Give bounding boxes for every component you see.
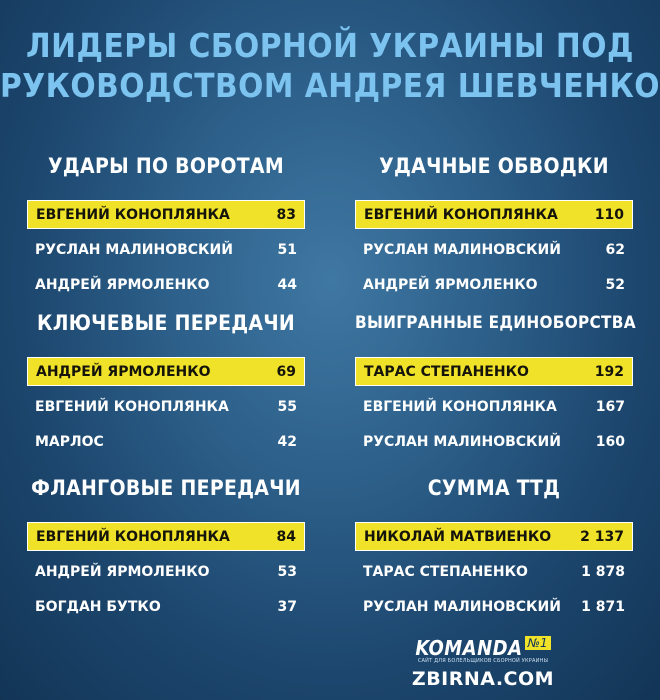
section-key-passes xyxy=(27,303,305,456)
player-name: ТАРАС СТЕПАНЕНКО xyxy=(363,563,528,580)
section-title: СУММА ТТД xyxy=(427,476,561,500)
stat-value: 51 xyxy=(277,241,297,258)
section-duels-won xyxy=(355,303,636,456)
logo-tagline: САЙТ ДЛЯ БОЛЕЛЬЩИКОВ СБОРНОЙ УКРАИНЫ xyxy=(417,658,549,664)
logo-brand-text: KOMANDA xyxy=(415,636,523,660)
stat-value: 160 xyxy=(595,433,625,450)
stat-row xyxy=(355,235,633,264)
player-name: РУСЛАН МАЛИНОВСКИЙ xyxy=(363,433,561,450)
player-name: РУСЛАН МАЛИНОВСКИЙ xyxy=(363,598,561,615)
section-title: КЛЮЧЕВЫЕ ПЕРЕДАЧИ xyxy=(36,311,296,335)
stat-row-leader xyxy=(355,522,633,551)
player-name: ЕВГЕНИЙ КОНОПЛЯНКА xyxy=(363,398,557,415)
logo-badge: №1 xyxy=(525,636,551,650)
section-title: ФЛАНГОВЫЕ ПЕРЕДАЧИ xyxy=(31,476,301,500)
stat-row xyxy=(355,592,633,621)
stat-value: 110 xyxy=(594,206,624,223)
stat-row xyxy=(355,427,633,456)
stat-row xyxy=(355,557,633,586)
stat-row-leader xyxy=(27,357,305,386)
stat-value: 44 xyxy=(277,276,297,293)
site-logo xyxy=(398,636,568,690)
section-successful-dribbles xyxy=(355,146,633,299)
player-name: БОГДАН БУТКО xyxy=(35,598,161,615)
stat-row xyxy=(27,270,305,299)
stat-row-leader xyxy=(355,200,633,229)
stat-row-leader xyxy=(355,357,633,386)
player-name: АНДРЕЙ ЯРМОЛЕНКО xyxy=(36,363,211,380)
section-ttd-total xyxy=(355,468,633,621)
stat-value: 167 xyxy=(595,398,625,415)
stat-value: 84 xyxy=(276,528,296,545)
stat-value: 62 xyxy=(605,241,625,258)
stat-value: 42 xyxy=(277,433,297,450)
section-title: ВЫИГРАННЫЕ ЕДИНОБОРСТВА xyxy=(355,313,636,333)
player-name: ЕВГЕНИЙ КОНОПЛЯНКА xyxy=(35,398,229,415)
stat-value: 52 xyxy=(605,276,625,293)
site-url: ZBIRNA.COM xyxy=(411,668,555,690)
player-name: МАРЛОС xyxy=(35,433,104,450)
stat-row xyxy=(355,392,633,421)
player-name: ЕВГЕНИЙ КОНОПЛЯНКА xyxy=(364,206,558,223)
stat-value: 192 xyxy=(594,363,624,380)
section-crosses xyxy=(27,468,305,621)
page-title xyxy=(0,26,660,106)
stat-row-leader xyxy=(27,200,305,229)
stat-row xyxy=(355,270,633,299)
stat-value: 2 137 xyxy=(580,528,624,545)
title-line-1: ЛИДЕРЫ СБОРНОЙ УКРАИНЫ ПОД xyxy=(26,26,634,65)
title-line-2: РУКОВОДСТВОМ АНДРЕЯ ШЕВЧЕНКО xyxy=(0,66,660,105)
player-name: ТАРАС СТЕПАНЕНКО xyxy=(364,363,529,380)
player-name: АНДРЕЙ ЯРМОЛЕНКО xyxy=(35,563,210,580)
section-title: УДАЧНЫЕ ОБВОДКИ xyxy=(379,154,609,178)
stat-value: 69 xyxy=(276,363,296,380)
stat-value: 83 xyxy=(276,206,296,223)
stat-row xyxy=(27,427,305,456)
player-name: НИКОЛАЙ МАТВИЕНКО xyxy=(364,528,552,545)
logo-brand xyxy=(398,636,568,660)
player-name: РУСЛАН МАЛИНОВСКИЙ xyxy=(35,241,233,258)
stat-row xyxy=(27,557,305,586)
player-name: ЕВГЕНИЙ КОНОПЛЯНКА xyxy=(36,528,230,545)
player-name: АНДРЕЙ ЯРМОЛЕНКО xyxy=(363,276,538,293)
stat-value: 37 xyxy=(277,598,297,615)
section-title: УДАРЫ ПО ВОРОТАМ xyxy=(48,154,284,178)
stat-row xyxy=(27,392,305,421)
player-name: РУСЛАН МАЛИНОВСКИЙ xyxy=(363,241,561,258)
stat-value: 55 xyxy=(277,398,297,415)
stat-row xyxy=(27,235,305,264)
section-shots-on-target xyxy=(27,146,305,299)
stat-row xyxy=(27,592,305,621)
player-name: ЕВГЕНИЙ КОНОПЛЯНКА xyxy=(36,206,230,223)
stat-value: 53 xyxy=(277,563,297,580)
stat-value: 1 871 xyxy=(581,598,625,615)
stat-row-leader xyxy=(27,522,305,551)
player-name: АНДРЕЙ ЯРМОЛЕНКО xyxy=(35,276,210,293)
stat-value: 1 878 xyxy=(581,563,625,580)
